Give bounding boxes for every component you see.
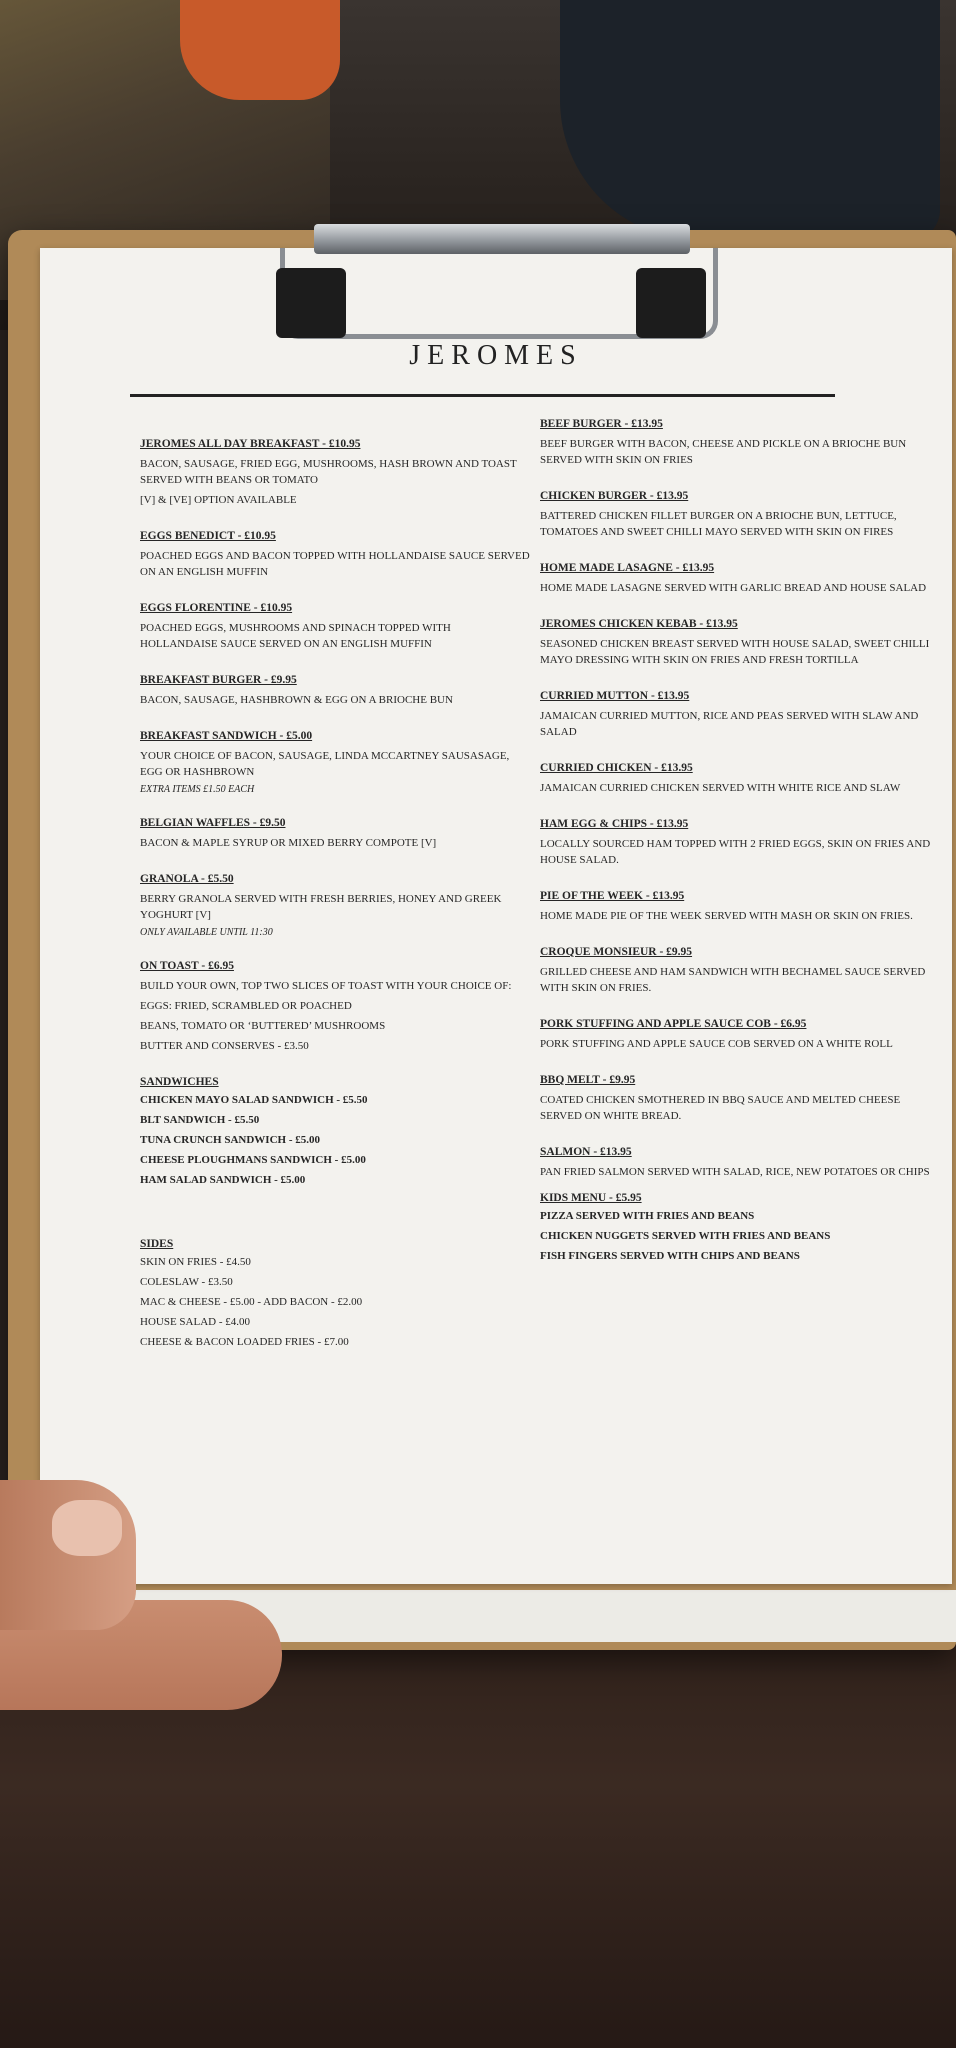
item-note: EXTRA ITEMS £1.50 EACH [140,784,255,795]
side-item: SKIN ON FRIES - £4.50 [140,1256,251,1268]
item-description: JAMAICAN CURRIED MUTTON, RICE AND PEAS SERVED WITH SLAW AND SALAD [540,710,919,738]
item-heading: CROQUE MONSIEUR - £9.95 [540,946,693,958]
hand [0,1480,290,1780]
menu-title: JEROMES [409,340,583,371]
menu-item [140,674,530,708]
item-description: PORK STUFFING AND APPLE SAUCE COB SERVED ON A WHITE ROLL [540,1038,893,1050]
item-description: SEASONED CHICKEN BREAST SERVED WITH HOUSE SALAD, SWEET CHILLI MAYO DRESSING WITH SKIN ON FRIES AND FRESH TORTILLA [540,638,930,666]
item-heading: BREAKFAST BURGER - £9.95 [140,674,297,686]
fingernail [52,1500,122,1556]
item-note: ONLY AVAILABLE UNTIL 11:30 [140,927,273,938]
item-description: POACHED EGGS, MUSHROOMS AND SPINACH TOPPED WITH HOLLANDAISE SAUCE SERVED ON AN ENGLISH MUFFIN [140,622,451,650]
sandwich-item: TUNA CRUNCH SANDWICH - £5.00 [140,1134,320,1146]
item-description: BUILD YOUR OWN, TOP TWO SLICES OF TOAST WITH YOUR CHOICE OF: [140,980,512,992]
item-heading: ON TOAST - £6.95 [140,960,234,972]
sandwich-item: HAM SALAD SANDWICH - £5.00 [140,1174,306,1186]
item-description: LOCALLY SOURCED HAM TOPPED WITH 2 FRIED EGGS, SKIN ON FRIES AND HOUSE SALAD. [540,838,931,866]
menu-sheet [40,248,952,1584]
menu-item [140,960,530,1054]
item-heading: HOME MADE LASAGNE - £13.95 [540,562,715,574]
menu-item [540,562,940,596]
menu-item [140,873,530,938]
kids-menu-section [540,1192,940,1262]
item-heading: SALMON - £13.95 [540,1146,632,1158]
sides-section [140,1238,530,1348]
item-description: COATED CHICKEN SMOTHERED IN BBQ SAUCE AND MELTED CHEESE SERVED ON WHITE BREAD. [540,1094,901,1122]
menu-item [540,818,940,868]
sandwiches-section [140,1076,530,1186]
item-heading: BREAKFAST SANDWICH - £5.00 [140,730,313,742]
sandwich-item: CHICKEN MAYO SALAD SANDWICH - £5.50 [140,1094,368,1106]
item-heading: BBQ MELT - £9.95 [540,1074,636,1086]
clip-foot [636,268,706,338]
title-rule [130,394,835,397]
item-description: BUTTER AND CONSERVES - £3.50 [140,1040,309,1052]
menu-item [540,418,940,468]
item-heading: BELGIAN WAFFLES - £9.50 [140,817,286,829]
item-description: BEEF BURGER WITH BACON, CHEESE AND PICKLE ON A BRIOCHE BUN SERVED WITH SKIN ON FRIES [540,438,907,466]
item-description: EGGS: FRIED, SCRAMBLED OR POACHED [140,1000,352,1012]
item-description: [V] & [VE] OPTION AVAILABLE [140,494,297,506]
item-heading: BEEF BURGER - £13.95 [540,418,663,430]
clip-foot [276,268,346,338]
menu-item [540,690,940,740]
left-column [140,438,530,1370]
menu-item [140,730,530,795]
menu-item [140,602,530,652]
section-heading: SIDES [140,1238,174,1250]
item-description: YOUR CHOICE OF BACON, SAUSAGE, LINDA MCCARTNEY SAUSASAGE, EGG OR HASHBROWN [140,750,510,778]
section-heading: SANDWICHES [140,1076,219,1088]
menu-item [540,762,940,796]
item-description: PAN FRIED SALMON SERVED WITH SALAD, RICE, NEW POTATOES OR CHIPS [540,1166,930,1178]
item-description: BACON & MAPLE SYRUP OR MIXED BERRY COMPOTE [V] [140,837,437,849]
menu-item [140,438,530,508]
item-heading: EGGS BENEDICT - £10.95 [140,530,276,542]
item-heading: CHICKEN BURGER - £13.95 [540,490,689,502]
item-description: BEANS, TOMATO OR ‘BUTTERED’ MUSHROOMS [140,1020,386,1032]
clip-bar [314,224,690,254]
menu-item [140,530,530,580]
item-heading: JEROMES ALL DAY BREAKFAST - £10.95 [140,438,361,450]
background-person [180,0,340,100]
side-item: HOUSE SALAD - £4.00 [140,1316,250,1328]
item-description: BERRY GRANOLA SERVED WITH FRESH BERRIES, HONEY AND GREEK YOGHURT [V] [140,893,502,921]
kids-item: FISH FINGERS SERVED WITH CHIPS AND BEANS [540,1250,800,1262]
sandwich-item: BLT SANDWICH - £5.50 [140,1114,260,1126]
side-item: COLESLAW - £3.50 [140,1276,233,1288]
side-item: CHEESE & BACON LOADED FRIES - £7.00 [140,1336,349,1348]
item-description: JAMAICAN CURRIED CHICKEN SERVED WITH WHITE RICE AND SLAW [540,782,901,794]
item-heading: PORK STUFFING AND APPLE SAUCE COB - £6.95 [540,1018,807,1030]
sandwich-item: CHEESE PLOUGHMANS SANDWICH - £5.00 [140,1154,366,1166]
kids-item: PIZZA SERVED WITH FRIES AND BEANS [540,1210,755,1222]
menu-item [540,1146,940,1180]
background-person [560,0,940,240]
item-description: BACON, SAUSAGE, FRIED EGG, MUSHROOMS, HASH BROWN AND TOAST SERVED WITH BEANS OR TOMATO [140,458,517,486]
kids-item: CHICKEN NUGGETS SERVED WITH FRIES AND BEANS [540,1230,831,1242]
item-heading: JEROMES CHICKEN KEBAB - £13.95 [540,618,738,630]
menu-item [540,618,940,668]
item-heading: CURRIED MUTTON - £13.95 [540,690,690,702]
section-heading: KIDS MENU - £5.95 [540,1192,642,1204]
item-heading: GRANOLA - £5.50 [140,873,234,885]
menu-item [540,890,940,924]
item-heading: CURRIED CHICKEN - £13.95 [540,762,693,774]
item-heading: PIE OF THE WEEK - £13.95 [540,890,685,902]
menu-item [540,490,940,540]
item-description: GRILLED CHEESE AND HAM SANDWICH WITH BECHAMEL SAUCE SERVED WITH SKIN ON FRIES. [540,966,926,994]
menu-item [540,946,940,996]
item-description: BATTERED CHICKEN FILLET BURGER ON A BRIOCHE BUN, LETTUCE, TOMATOES AND SWEET CHILLI MAYO SERVED WITH SKIN ON FIRES [540,510,897,538]
menu-item [140,817,530,851]
finger [0,1480,136,1630]
item-description: HOME MADE LASAGNE SERVED WITH GARLIC BREAD AND HOUSE SALAD [540,582,927,594]
item-description: POACHED EGGS AND BACON TOPPED WITH HOLLANDAISE SAUCE SERVED ON AN ENGLISH MUFFIN [140,550,530,578]
menu-item [540,1074,940,1124]
item-description: HOME MADE PIE OF THE WEEK SERVED WITH MASH OR SKIN ON FRIES. [540,910,913,922]
item-heading: EGGS FLORENTINE - £10.95 [140,602,293,614]
item-heading: HAM EGG & CHIPS - £13.95 [540,818,689,830]
item-description: BACON, SAUSAGE, HASHBROWN & EGG ON A BRIOCHE BUN [140,694,453,706]
right-column [540,418,940,1284]
side-item: MAC & CHEESE - £5.00 - ADD BACON - £2.00 [140,1296,363,1308]
menu-item [540,1018,940,1052]
